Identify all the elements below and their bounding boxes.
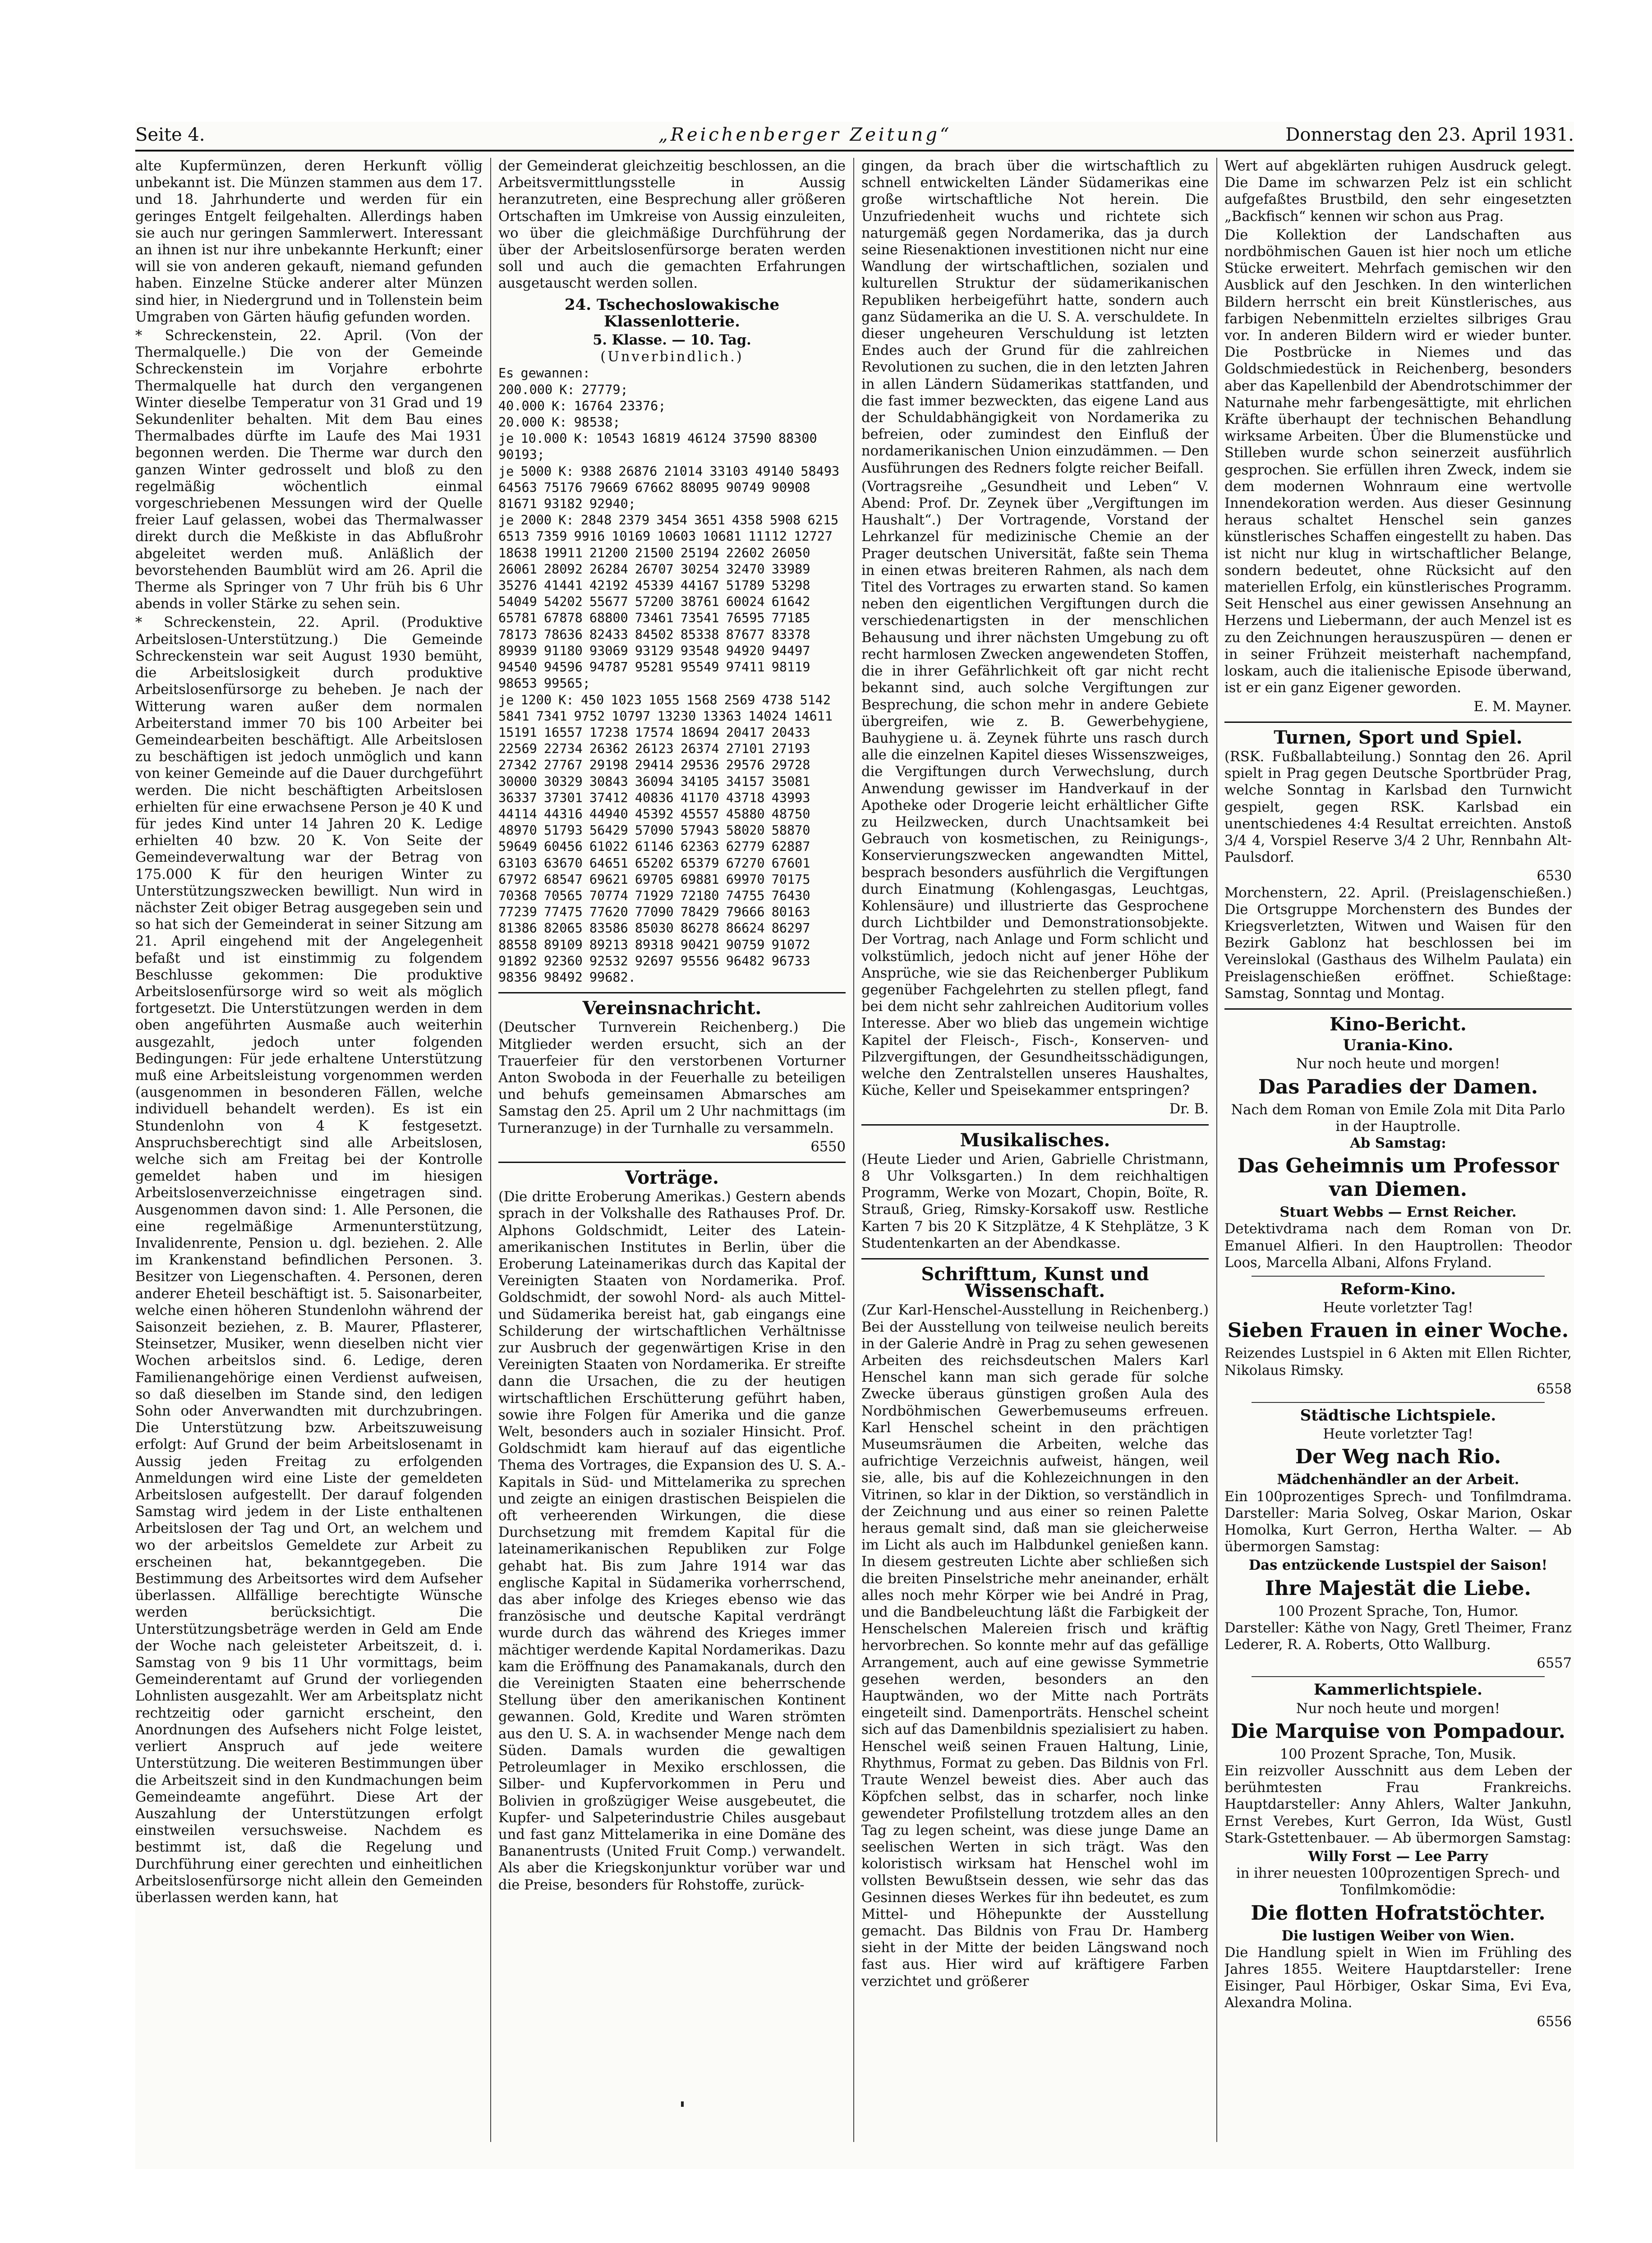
exhibition-article: (Zur Karl-Henschel-Ausstellung in Reichenberg.) Bei der Ausstellung von teilweise neulich bereits in der Galerie Andrè in Prag zu sehen gewesenen Arbeiten des reichsdeutschen Malers Karl Henschel kann man sich gerade für solche Zwecke überaus günstigen großen Aula des Nordböhmischen Gewerbemuseums erfreuen. Karl Henschel scheint in den prächtigen Museumsräumen die Arbeiten, welche das aufrichtige Verzeichnis aufweist, hängen, weil sie, alle, bis auf die Kohlezeichnungen in den Vitrinen, so klar in der Diktion, so verständlich in der Zeichnung und aus einer so reinen Palette heraus gemalt sind, daß man sie gleicherweise im Licht als auch im Halbdunkel genießen kann. In diesem gestreuten Lichte aber schließen sich die breiten Pinselstriche mehr aneinander, erhält alles noch mehr Körper wie bei André in Prag, und die Bandbeleuchtung läßt die Farbigkeit der Henschelschen Malereien frisch und kräftig hervorbrechen. So konnte mehr auf das gefällige Arrangement, auch auf eine gewisse Symmetrie gesehen werden, besonders an den Hauptwänden, wo der Mitte nach Porträts eingeteilt sind. Damenporträts. Henschel scheint sich auf das Damenbildnis spezialisiert zu haben. Henschel weiß seinen Frauen Haltung, Linie, Rhythmus, Format zu geben. Das Bildnis von Frl. Traute Wenzel beweist dies. Aber auch das Köpfchen selbst, das in scharfer, noch linke gewendeter Profilstellung trotzdem alles an den Tag zu legen scheint, was diese junge Dame an seelischen Werten in sich trägt. Was den koloristisch wirksam hat Henschel wohl im vollsten Bewußtsein dessen, wie sehr das das Gesinnen dieses Werkes für ihn bedeutet, es zum Mittel- und Höhepunkte der Ausstellung gemacht. Das Bildnis von Frau Dr. Hamberg sieht in der Mitte der beiden Längswand noch fast aus. Hier wird auf kräftigere Farben verzichtet und größerer: [861, 1302, 1209, 1990]
cinema-line: Ein 100prozentiges Sprech- und Tonfilmdrama. Darsteller: Maria Solveg, Oskar Marion, Oskar Homolka, Kurt Gerron, Hertha Walter. — Ab übermorgen Samstag:: [1224, 1489, 1572, 1555]
article-coins: alte Kupfermünzen, deren Herkunft völlig unbekannt ist. Die Münzen stammen aus dem 17. und 18. Jahrhunderte und werden für ein geringes Entgelt feilgehalten. Allerdings haben sie auch nur geringen Sammlerwert. Interessant an ihnen ist nur ihre unbekannte Herkunft; einer will sie von anderen gekauft, niemand gefunden haben. Einzelne Stücke anderer alter Münzen sind hier, in Niedergrund und in Tollenstein beim Umgraben von Gärten häufig gefunden worden.: [135, 158, 483, 325]
club-news-article: (Deutscher Turnverein Reichenberg.) Die Mitglieder werden ersucht, sich an der Trauerfeier für den verstorbenen Vorturner Anton Swoboda in der Feuerhalle zu beteiligen und behufs gemeinsamen Abmarsches am Samstag den 25. April um 2 Uhr nachmittags (im Turneranzuge) in der Turnhalle zu versammeln.: [498, 1020, 846, 1136]
issue-date: Donnerstag den 23. April 1931.: [1285, 124, 1574, 145]
column-divider: [1216, 158, 1217, 2142]
lottery-subheading: 5. Klasse. — 10. Tag.: [593, 332, 751, 349]
film-title: Die Marquise von Pompadour.: [1230, 1719, 1565, 1743]
cinema-line: Heute vorletzter Tag!: [1323, 1300, 1473, 1316]
literature-art-heading: Schrifttum, Kunst und Wissenschaft.: [921, 1264, 1149, 1302]
section-rule: [1224, 722, 1572, 723]
column-divider: [853, 158, 854, 2142]
cinema-line: Ein reizvoller Ausschnitt aus dem Leben der berühmtesten Frau Frankreichs. Hauptdarsteller: Anny Ahlers, Walter Jankuhn, Ernst Verebes, Kurt Gerron, Ida Wüst, Gustl Stark-Gstettenbauer. — Ab übermorgen Samstag:: [1224, 1763, 1572, 1846]
lottery-line: je 10.000 K: 10543 16819 46124 37590 88300 90193;: [498, 431, 817, 463]
lottery-heading: 24. Tschechoslowakische Klassenlotterie.: [564, 295, 780, 331]
article-unemployment-aid: * Schreckenstein, 22. April. (Produktive Arbeitslosen-Unterstützung.) Die Gemeinde Schreckenstein war seit August 1930 bemüht, die Arbeitslosigkeit durch produktive Arbeitslosenfürsorge zu beheben. Je nach der Witterung waren außer dem normalen Arbeiterstand immer 70 bis 100 Arbeiter bei Gemeindearbeiten beschäftigt. Alle Arbeitslosen zu beschäftigen ist jedoch unmöglich und kann von keiner Gemeinde auf die Dauer durchgeführt werden. Die nicht beschäftigten Arbeitslosen erhielten für eine erwachsene Person je 40 K und für jedes Kind unter 14 Jahren 20 K. Ledige erhielten 40 bzw. 20 K. Von Seite der Gemeindeverwaltung war der Betrag von 175.000 K für den heurigen Winter zu Unterstützungszwecken bewilligt. Nun wird in nächster Zeit obiger Betrag ausgegeben sein und so hat sich der Gemeinderat in seiner Sitzung am 21. April eingehend mit der Angelegenheit befaßt und ist einstimmig zu folgendem Beschlusse gekommen: Die produktive Arbeitslosenfürsorge wird so weit als möglich fortgesetzt. Die Unterstützungen werden in dem oben angeführten Ausmaße auch weiterhin ausgezahlt, jedoch unter folgenden Bedingungen: Für jede erhaltene Unterstützung muß eine Arbeitsleistung vorgenommen werden (ausgenommen in besonderen Fällen, welche individuell behandelt werden). Es ist ein Stundenlohn von 4 K festgesetzt. Anspruchsberechtigt sind alle Arbeitslosen, welche sich am Freitag bei der Kontrolle gemeldet haben und im hiesigen Arbeitslosenverzeichnisse eingetragen sind. Ausgenommen davon sind: 1. Alle Personen, die eine regelmäßige Armenunterstützung, Invalidenrente, Pension u. dgl. beziehen. 2. Alle im Krankenstand befindlichen Personen. 3. Besitzer von Liegenschaften. 4. Personen, deren anderer Eheteil beschäftigt ist. 5. Saisonarbeiter, welche einen höheren Stundenlohn während der Saisonzeit beziehen, z. B. Maurer, Pflasterer, Steinsetzer, Musiker, wenn dieselben nicht vier Wochen arbeitslos sind. 6. Ledige, deren Familienangehörige einen Verdienst aufweisen, so daß dieselben im Stande sind, den ledigen Sohn oder Anverwandten mit durchzubringen. Die Unterstützung bzw. Arbeitszuweisung erfolgt: Auf Grund der beim Arbeitslosenamt in Aussig jeden Freitag zu erfolgenden Anmeldungen wird eine Liste der gemeldeten Arbeitslosen aufgestellt. Der darauf folgenden Samstag wird jedem in der Liste enthaltenen Arbeitslosen der Tag und Ort, an welchem und wo der arbeitslos Gemeldete zur Arbeit zu erscheinen hat, bekanntgegeben. Die Bestimmung des Arbeitsortes wird dem Aufseher überlassen. Allfällige berechtigte Wünsche werden berücksichtigt. Die Unterstützungsbeträge werden in Geld am Ende der Woche nach geleisteter Arbeitszeit, d. i. Samstag von 9 bis 11 Uhr vormittags, beim Gemeinderentamt auf Grund der vorliegenden Lohnlisten ausgezahlt. Wer am Arbeitsplatz nicht rechtzeitig oder garnicht erscheint, den Anordnungen des Aufsehers nicht Folge leistet, verliert Anspruch auf jede weitere Unterstützung. Die weiteren Bestimmungen über die Arbeitszeit sind in den Kundmachungen beim Gemeindeamte angeführt. Diese Art der Auszahlung der Unterstützungen erfolgt einstweilen versuchsweise. Nachdem es bestimmt ist, daß die Regelung und Durchführung einer gerechten und einheitlichen Arbeitslosenfürsorge nicht allein den Gemeinden überlassen werden kann, hat: [135, 615, 483, 1906]
print-mark: [681, 2101, 684, 2107]
ad-number: 6530: [1537, 868, 1572, 884]
lottery-line: 20.000 K: 98538;: [498, 415, 621, 430]
cinema-line: Willy Forst — Lee Parry: [1308, 1848, 1488, 1865]
cinema-line: Darsteller: Käthe von Nagy, Gretl Theimer, Franz Lederer, R. A. Roberts, Otto Wallburg.: [1224, 1620, 1572, 1653]
cinema-line: Mädchenhändler an der Arbeit.: [1277, 1471, 1519, 1488]
column-2: [498, 158, 846, 2151]
lottery-line: 200.000 K: 27779;: [498, 382, 628, 397]
film-title: Ihre Majestät die Liebe.: [1265, 1577, 1531, 1600]
lottery-line: je 5000 K: 9388 26876 21014 33103 49140 58493 64563 75176 79669 67662 88095 90749 90908 81671 93182 92940;: [498, 464, 840, 512]
cinema-line: Die lustigen Weiber von Wien.: [1281, 1927, 1515, 1944]
article-thermal-spring: * Schreckenstein, 22. April. (Von der Thermalquelle.) Die von der Gemeinde Schreckenstein im Vorjahre erbohrte Thermalquelle hat durch den vergangenen Winter dieselbe Temperatur von 31 Grad und 19 Sekundenliter behalten. Mit dem Bau eines Thermalbades dürfte im Laufe des Mai 1931 begonnen werden. Die Therme war durch den ganzen Winter gedrosselt und bloß zu den regelmäßig wöchentlich einmal vorgeschriebenen Messungen wird der Quelle freier Lauf gelassen, wobei das Thermalwasser direkt durch die Meßkiste in das Abflußrohr abgeleitet werden muß. Anläßlich der bevorstehenden Baumblüt wird am 26. April die Therme als Springer von 7 Uhr früh bis 6 Uhr abends in voller Stärke zu sehen sein.: [135, 328, 483, 612]
health-lecture-article: (Vortragsreihe „Gesundheit und Leben“ V. Abend: Prof. Dr. Zeynek über „Vergiftungen im Haushalt“.) Der Vortragende, Vorstand der Lehrkanzel für medizinische Chemie an der Prager deutschen Universität, faßte sein Thema in einen etwas breiteren Rahmen, als nach dem Titel des Vortrages zu erwarten stand. So kamen neben den eigentlichen Vergiftungen durch die verschiedenartigsten in der menschlichen Behausung und ihrer nächsten Umgebung zu oft recht harmlosen Zwecken angewendeten Stoffen, die in ihrer Gefährlichkeit oft gar nicht recht bekannt sind, auch solche Vergiftungen zur Besprechung, die schon mehr in andere Gebiete übergreifen, wie z. B. Gewerbehygiene, Bauhygiene u. ä. Zeynek führte uns rasch durch alle die einzelnen Kapitel dieses Wissenszweiges, die Vergiftungen durch Verwechslung, durch Anwendung gewisser im Handverkauf in der Apotheke oder Drogerie leicht erhältlicher Gifte zu Heilzwecken, durch Unachtsamkeit bei Gebrauch von kosmetischen, zu Reinigungs-, Konservierungszwecken angewandten Mittel, besprach besonders ausführlich die Vergiftungen durch Einatmung (Kohlengasgas, Leuchtgas, Kohlensäure) und illustrierte das Gesprochene durch Lichtbilder und Demonstrationsobjekte. Der Vortrag, nach Anlage und Form schlicht und volkstümlich, jedoch nicht auf jener Höhe der Ansprüche, wie sie das Reichenberger Publikum gegenüber Fachgelehrten zu stellen pflegt, fand bei dem nicht sehr zahlreichen Auditorium volles Interesse. Aber wo blieb das ungemein wichtige Kapitel der Fleisch-, Fisch-, Konserven- und Pilzvergiftungen, der Gesundheitsschädigungen, welche den Zentralstellen unseres Haushaltes, Küche, Keller und Speisekammer entspringen?: [861, 478, 1209, 1099]
masthead-rule: [135, 150, 1574, 152]
cinema-line: 100 Prozent Sprache, Ton, Musik.: [1279, 1746, 1517, 1762]
lecture-article-continued: gingen, da brach über die wirtschaftlich zu schnell entwickelten Länder Südamerikas eine große wirtschaftliche Not herein. Die Unzufriedenheit wuchs und richtete sich naturgemäß gegen Nordamerika, das ja durch seine Riesenaktionen investitionen nicht nur eine Wandlung der wirtschaftlichen, sozialen und kulturellen Struktur der südamerikanischen Republiken herbeigeführt hatte, sondern auch ganz Südamerika an die U. S. A. verschuldete. In dieser ungeheuren Verschuldung ist letzten Endes auch der Grund für die zahlreichen Revolutionen zu suchen, die in den letzten Jahren in allen Ländern Südamerikas stattfanden, und die fast immer bezweckten, das eigene Land aus der Schuldabhängigkeit von Nordamerika zu befreien, oder zumindest den Einfluß der nordamerikanischen Union einzudämmen. — Den Ausführungen des Redners folgte reicher Beifall.: [861, 158, 1209, 476]
cinema-line: Nach dem Roman von Emile Zola mit Dita Parlo in der Hauptrolle.: [1231, 1102, 1565, 1135]
lottery-line: 40.000 K: 16764 23376;: [498, 398, 666, 414]
cinema-line: Ab Samstag:: [1350, 1135, 1446, 1151]
cinema-line: Die Handlung spielt in Wien im Frühling des Jahres 1855. Weitere Hauptdarsteller: Irene Eisinger, Paul Hörbiger, Oskar Sima, Evi Eva, Alexandra Molina.: [1224, 1944, 1572, 2011]
lecture-article: (Die dritte Eroberung Amerikas.) Gestern abends sprach in der Volkshalle des Rathauses Prof. Dr. Alphons Goldschmidt, Leiter des Latein-amerikanischen Institutes in Berlin, über die Eroberung Lateinamerikas durch das Kapital der Vereinigten Staaten von Nordamerika. Prof. Goldschmidt, der sowohl Nord- als auch Mittel- und Südamerika bereist hat, gab eingangs eine Schilderung der wirtschaftlichen Verhältnisse zur Ausbruch der gegenwärtigen Krise in den Vereinigten Staaten von Nordamerika. Er streifte dann die Ursachen, die zu der heutigen wirtschaftlichen Erschütterung geführt haben, sowie ihre Folgen für Amerika und die ganze Welt, besonders auch in sozialer Hinsicht. Prof. Goldschmidt kam hierauf auf das eigentliche Thema des Vortrages, die Expansion des U. S. A.-Kapitals in Süd- und Mittelamerika zu sprechen und zeigte an einigen drastischen Beispielen die oft verheerenden Wirkungen, die diese Durchsetzung mit fremdem Kapital für die lateinamerikanischen Republiken zur Folge gehabt hat. Bis zum Jahre 1914 war das englische Kapital in Südamerika vorherrschend, das aber infolge des Krieges ebenso wie das französische und deutsche Kapital verdrängt wurde durch das während des Krieges immer mächtiger werdende Kapital Nordamerikas. Dazu kam die Eröffnung des Panamakanals, durch den die Vereinigten Staaten eine beherrschende Stellung über den amerikanischen Kontinent gewannen. Gold, Kredite und Waren strömten aus den U. S. A. in wachsender Menge nach dem Süden. Damals wurden die gewaltigen Petroleumlager in Mexiko erschlossen, die Silber- und Kupfervorkommen in Peru und Bolivien in großzügiger Weise ausgebeutet, die Kupfer- und Salpeterindustrie Chiles ausgebaut und fast ganz Mittelamerika in eine Domäne des Bananentrusts (United Fruit Comp.) verwandelt. Als aber die Kriegskonjunktur vorüber war und die Preise, besonders für Rohstoffe, zurück-: [498, 1189, 846, 1893]
cinema-name: Urania-Kino.: [1343, 1036, 1454, 1055]
ad-number: 6550: [810, 1139, 846, 1155]
music-article: (Heute Lieder und Arien, Gabrielle Christmann, 8 Uhr Volksgarten.) In dem reichhaltigen Programm, Werke von Mozart, Chopin, Boïte, R. Strauß, Grieg, Rimsky-Korsakoff usw. Restliche Karten 7 bis 20 K Sitzplätze, 4 K Stehplätze, 3 K Studentenkarten an der Abendkasse.: [861, 1151, 1209, 1251]
ad-number: 6557: [1537, 1655, 1572, 1672]
film-title: Die flotten Hofratstöchter.: [1251, 1901, 1546, 1925]
cinema-name: Reform-Kino.: [1340, 1280, 1456, 1298]
ad-number: 6556: [1537, 2013, 1572, 2030]
sports-heading: Turnen, Sport und Spiel.: [1274, 726, 1523, 748]
cinema-line: Das entzückende Lustspiel der Saison!: [1248, 1557, 1548, 1574]
lottery-intro: Es gewannen:: [498, 366, 590, 381]
article-unemployment-continued: der Gemeinderat gleichzeitig beschlossen, an die Arbeitsvermittlungsstelle in Aussig heranzutreten, eine Besprechung aller größeren Ortschaften im Umkreise von Aussig einzuleiten, wo über die gleichmäßige Durchführung der über der Arbeitslosenfürsorge beraten werden soll und auch die gemachten Erfahrungen ausgetauscht werden sollen.: [498, 158, 846, 292]
cinema-line: Stuart Webbs — Ernst Reicher.: [1279, 1204, 1517, 1221]
section-rule: [861, 1258, 1209, 1259]
film-title: Der Weg nach Rio.: [1295, 1445, 1501, 1469]
page-number: Seite 4.: [135, 124, 205, 145]
column-1: [135, 158, 483, 2151]
lectures-heading: Vorträge.: [625, 1167, 719, 1188]
cinema-rule: [1252, 1276, 1545, 1277]
masthead: [135, 122, 1574, 149]
cinema-line: Heute vorletzter Tag!: [1323, 1426, 1473, 1443]
film-title: Das Geheimnis um Professor van Diemen.: [1237, 1154, 1559, 1201]
cinema-heading: Kino-Bericht.: [1330, 1013, 1467, 1035]
ad-number: 6558: [1537, 1381, 1572, 1397]
column-4: [1224, 158, 1572, 2151]
cinema-line: Reizendes Lustspiel in 6 Akten mit Ellen Richter, Nikolaus Rimsky.: [1224, 1346, 1572, 1379]
column-divider: [490, 158, 491, 2142]
cinema-rule: [1252, 1676, 1545, 1677]
shooting-article: Morchenstern, 22. April. (Preislagenschießen.) Die Ortsgruppe Morchenstern des Bundes der Kriegsverletzten, Witwen und Waisen für den Bezirk Gablonz hat beschlossen bei im Vereinslokal (Gasthaus des Wilhelm Paulata) ein Preislagenschießen eröffnet. Schießtage: Samstag, Sonntag und Montag.: [1224, 885, 1572, 1002]
cinema-line: Detektivdrama nach dem Roman von Dr. Emanuel Alfieri. In den Hauptrollen: Theodor Loos, Marcella Albani, Alfons Fryland.: [1224, 1221, 1572, 1271]
section-rule: [498, 1162, 846, 1163]
exhibition-article-continued: Wert auf abgeklärten ruhigen Ausdruck gelegt. Die Dame im schwarzen Pelz ist ein schlicht aufgefaßtes Brustbild, den sehr eingesetzten „Backfisch“ kennen wir schon aus Prag.: [1224, 158, 1572, 225]
film-title: Sieben Frauen in einer Woche.: [1227, 1319, 1569, 1342]
author-signature: Dr. B.: [1169, 1101, 1209, 1117]
section-rule: [498, 992, 846, 993]
exhibition-article-continued: Die Kollektion der Landschaften aus nordböhmischen Gauen ist hier noch um etliche Stücke erweitert. Mehrfach gemischen wir den Ausblick auf den Jeschken. In den winterlichen Bildern herrscht ein breit Künstlerisches, aus farbigen Nebenmitteln erzieltes silbriges Grau vor. In anderen Bildern wird er wieder bunter. Die Postbrücke in Niemes und das Goldschmiedestück in Reichenberg, besonders aber das Kapellenbild der Abendrotschimmer der Naturnahe mehr farbengesättigte, mit ehrlichen Kräfte überhaupt der technischen Behandlung wirksame Arbeiten. Über die Blumenstücke und Stilleben wurde schon seinerzeit ausführlich gesprochen. Sie erfüllen ihren Zweck, indem sie dem modernen Wohnraum eine wertvolle Innendekoration werden. Aus dieser Gesinnung heraus schaltet Henschel sein ganzes künstlerisches Schaffen eingestellt zu haben. Das ist nicht nur klug in wirtschaftlicher Belange, sondern bedeutet, ohne Rücksicht auf den materiellen Erfolg, ein künstlerisches Programm. Seit Henschel aus einer gewissen Ansehnung an Herzens und Liebermann, der auch Menzel ist es zu den Zeichnungen herauszuspüren — denen er in seiner Frühzeit meisterhaft nachempfand, loskam, auch die italienische Episode überwand, ist er ein ganz Eigener geworden.: [1224, 227, 1572, 696]
lottery-line: je 1200 K: 450 1023 1055 1568 2569 4738 5142 5841 7341 9752 10797 13230 13363 14024 14611 15191 16557 17238 17574 18694 20417 20433 22569 22734 26362 26123 26374 27101 27193 27342 27767 29198 29414 29536 29576 29728 30000 30329 30843 36094 34105 34157 35081 36337 37301 37412 40836 41170 43718 43993 44114 44316 44940 45392 45557 45880 48750 48970 51793 56429 57090 57943 58020 58870 59649 60456 61022 61146 62363 62779 62887 63103 63670 64651 65202 65379 67270 67601 67972 68547 69621 69705 69881 69970 70175 70368 70565 70774 71929 72180 74755 76430 77239 77475 77620 77090 78429 79666 80163 81386 82065 83586 85030 86278 86624 86297 88558 89109 89213 89318 90421 90759 91072 91892 92360 92532 92697 95556 96482 96733 98356 98492 99682.: [498, 692, 833, 985]
author-signature: E. M. Mayner.: [1473, 699, 1572, 715]
cinema-line: Nur noch heute und morgen!: [1296, 1056, 1500, 1072]
cinema-line: Nur noch heute und morgen!: [1296, 1701, 1500, 1717]
club-news-heading: Vereinsnachricht.: [582, 997, 762, 1019]
music-heading: Musikalisches.: [960, 1129, 1110, 1151]
film-title: Das Paradies der Damen.: [1258, 1075, 1538, 1099]
cinema-rule: [1252, 1402, 1545, 1403]
lottery-note: (Unverbindlich.): [600, 349, 744, 365]
section-rule: [1224, 1008, 1572, 1010]
cinema-line: 100 Prozent Sprache, Ton, Humor.: [1277, 1603, 1519, 1619]
football-article: (RSK. Fußballabteilung.) Sonntag den 26. April spielt in Prag gegen Deutsche Sportbrüder Prag, welche Sonntag in Karlsbad den Turnwicht gespielt, gegen RSK. Karlsbad ein unentschiedenes 4:4 Resultat erreichten. Anstoß 3/4 4, Vorspiel Reserve 3/4 2 Uhr, Rennbahn Alt-Paulsdorf.: [1224, 749, 1572, 866]
cinema-line: in ihrer neuesten 100prozentigen Sprech- und Tonfilmkomödie:: [1236, 1866, 1560, 1898]
cinema-name: Kammerlichtspiele.: [1314, 1681, 1482, 1699]
section-rule: [861, 1124, 1209, 1126]
column-3: [861, 158, 1209, 2151]
paper-title: „Reichenberger Zeitung“: [658, 124, 952, 145]
cinema-name: Städtische Lichtspiele.: [1300, 1406, 1496, 1425]
newspaper-page: [135, 122, 1574, 2169]
lottery-line: je 2000 K: 2848 2379 3454 3651 4358 5908 6215 6513 7359 9916 10169 10603 10681 11112 12727 18638 19911 21200 21500 25194 22602 26050 26061 28092 26284 26707 30254 32470 33989 35276 41441 42192 45339 44167 51789 53298 54049 54202 55677 57200 38761 60024 61642 65781 67878 68800 73461 73541 76595 77185 78173 78636 82433 84502 85338 87677 83378 89939 91180 93069 93129 93548 94920 94497 94540 94596 94787 95281 95549 97411 98119 98653 99565;: [498, 513, 839, 691]
